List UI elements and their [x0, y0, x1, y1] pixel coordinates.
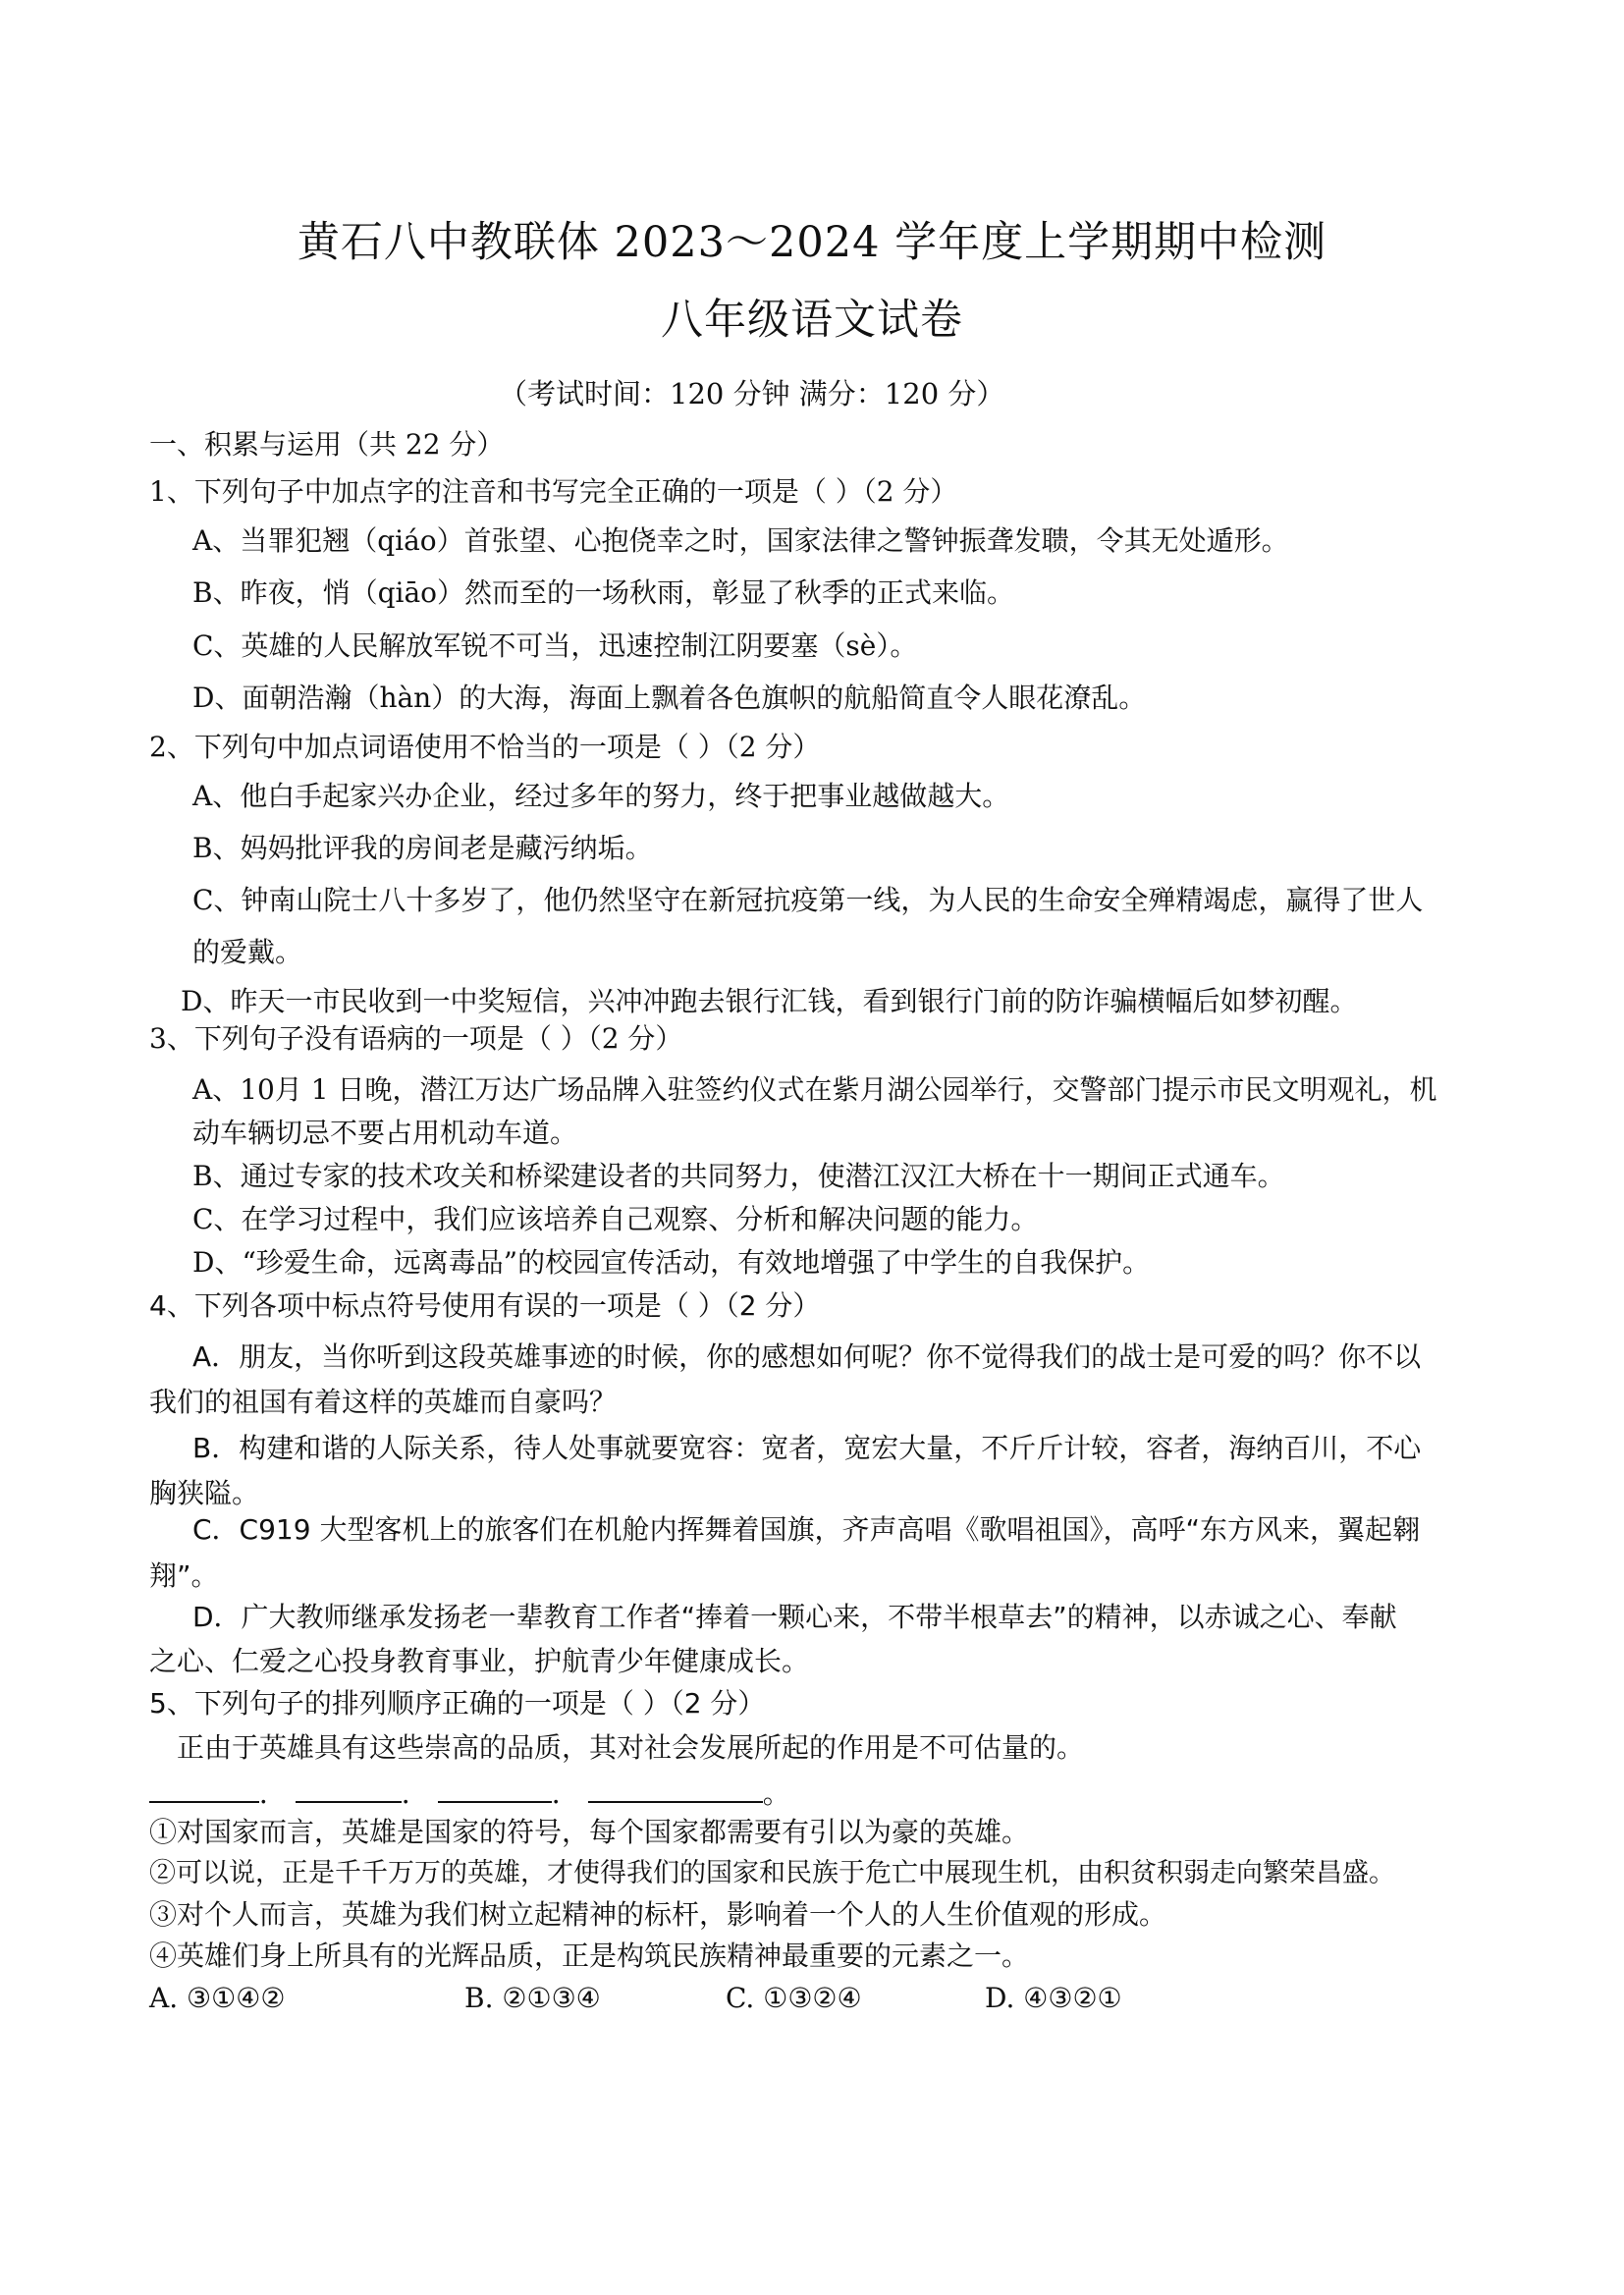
question-3-stem: 3、下列句子没有语病的一项是（ ）（2 分）	[149, 1022, 683, 1055]
question-5-sentence-4: ④英雄们身上所具有的光辉品质，正是构筑民族精神最重要的元素之一。	[149, 1940, 1030, 1972]
question-5-sentence-1: ①对国家而言，英雄是国家的符号，每个国家都需要有引以为豪的英雄。	[149, 1816, 1030, 1848]
question-2-option-b: B、妈妈批评我的房间老是藏污纳垢。	[192, 832, 653, 864]
question-3-option-b: B、通过专家的技术攻关和桥梁建设者的共同努力，使潜江汉江大桥在十一期间正式通车。	[192, 1160, 1285, 1192]
question-1-option-d: D、面朝浩瀚（hàn）的大海，海面上飘着各色旗帜的航船简直令人眼花潦乱。	[192, 682, 1147, 714]
question-2-stem: 2、下列句中加点词语使用不恰当的一项是（ ）（2 分）	[149, 731, 821, 763]
question-5-lead: 正由于英雄具有这些崇高的品质，其对社会发展所起的作用是不可估量的。	[177, 1731, 1085, 1764]
answer-blank[interactable]	[149, 1777, 259, 1803]
question-4-option-d: D．广大教师继承发扬老一辈教育工作者“捧着一颗心来，不带半根草去”的精神，以赤诚之心、奉献	[192, 1601, 1397, 1633]
question-3-option-a-cont: 动车辆切忌不要占用机动车道。	[192, 1117, 578, 1149]
answer-blank[interactable]	[438, 1777, 552, 1803]
question-5-sentence-3: ③对个人而言，英雄为我们树立起精神的标杆，影响着一个人的人生价值观的形成。	[149, 1898, 1167, 1931]
blank-separator: ．	[551, 1777, 579, 1810]
question-2-option-c-cont: 的爱戴。	[192, 936, 303, 968]
blank-separator: 。	[762, 1777, 790, 1810]
answer-blank[interactable]	[588, 1777, 763, 1803]
question-1-stem	[149, 475, 957, 509]
question-4-option-d-cont: 之心、仁爱之心投身教育事业，护航青少年健康成长。	[149, 1645, 810, 1677]
question-2-option-a: A、他白手起家兴办企业，经过多年的努力，终于把事业越做越大。	[192, 780, 1010, 812]
blank-separator: ．	[401, 1777, 429, 1810]
blank-separator: ．	[259, 1777, 288, 1810]
question-3-option-c: C、在学习过程中，我们应该培养自己观察、分析和解决问题的能力。	[192, 1203, 1039, 1235]
exam-subtitle: 八年级语文试卷	[661, 296, 963, 345]
question-4-option-a: A．朋友，当你听到这段英雄事迹的时候，你的感想如何呢？你不觉得我们的战士是可爱的吗？你不以	[192, 1340, 1422, 1373]
section-heading: 一、积累与运用（共 22 分）	[149, 428, 505, 461]
exam-info: （考试时间：120 分钟 满分：120 分）	[499, 377, 1005, 410]
exam-title: 黄石八中教联体 2023～2024 学年度上学期期中检测	[297, 218, 1327, 267]
question-1-option-a: A、当罪犯翘（qiáo）首张望、心抱侥幸之时，国家法律之警钟振聋发聩，令其无处遁形。	[192, 524, 1289, 557]
question-4-option-b: B．构建和谐的人际关系，待人处事就要宽容：宽者，宽宏大量，不斤斤计较，容者，海纳百川，不心	[192, 1432, 1422, 1464]
question-1-stem-text: 1、下列句子中加点字的注音和书写完全正确的一项是（ ）（2 分）	[149, 475, 958, 508]
question-5-choice-d: D. ④③②①	[985, 1982, 1122, 2014]
question-2-option-c: C、钟南山院士八十多岁了，他仍然坚守在新冠抗疫第一线，为人民的生命安全殚精竭虑，赢得了世人	[192, 884, 1424, 916]
question-4-stem: 4、下列各项中标点符号使用有误的一项是（ ）（2 分）	[149, 1289, 821, 1322]
question-4-option-b-cont: 胸狭隘。	[149, 1477, 260, 1509]
question-5-blanks	[149, 1777, 790, 1811]
question-4-option-c-cont: 翔”。	[149, 1559, 219, 1592]
question-5-sentence-2: ②可以说，正是千千万万的英雄，才使得我们的国家和民族于危亡中展现生机，由积贫积弱走向繁荣昌盛。	[149, 1858, 1395, 1888]
question-2-option-d: D、昨天一市民收到一中奖短信，兴冲冲跑去银行汇钱，看到银行门前的防诈骗横幅后如梦初醒。	[181, 985, 1358, 1017]
question-3-option-d: D、“珍爱生命，远离毒品”的校园宣传活动，有效地增强了中学生的自我保护。	[192, 1246, 1151, 1279]
question-1-option-c: C、英雄的人民解放军锐不可当，迅速控制江阴要塞（sè）。	[192, 629, 918, 662]
question-4-option-a-cont: 我们的祖国有着这样的英雄而自豪吗？	[149, 1386, 618, 1418]
question-5-choice-b: B. ②①③④	[464, 1982, 601, 2014]
question-5-stem: 5、下列句子的排列顺序正确的一项是（ ）（2 分）	[149, 1687, 766, 1720]
question-4-option-c: C．C919 大型客机上的旅客们在机舱内挥舞着国旗，齐声高唱《歌唱祖国》，高呼“东方风来，翼起翱	[192, 1513, 1420, 1546]
answer-blank[interactable]	[296, 1777, 402, 1803]
question-1-option-b: B、昨夜，悄（qiāo）然而至的一场秋雨，彰显了秋季的正式来临。	[192, 576, 1015, 609]
question-5-choice-a: A. ③①④②	[149, 1982, 286, 2014]
question-3-option-a: A、10月 1 日晚，潜江万达广场品牌入驻签约仪式在紫月湖公园举行，交警部门提示市民文明观礼，机	[192, 1073, 1437, 1106]
question-5-choice-c: C. ①③②④	[726, 1982, 862, 2014]
